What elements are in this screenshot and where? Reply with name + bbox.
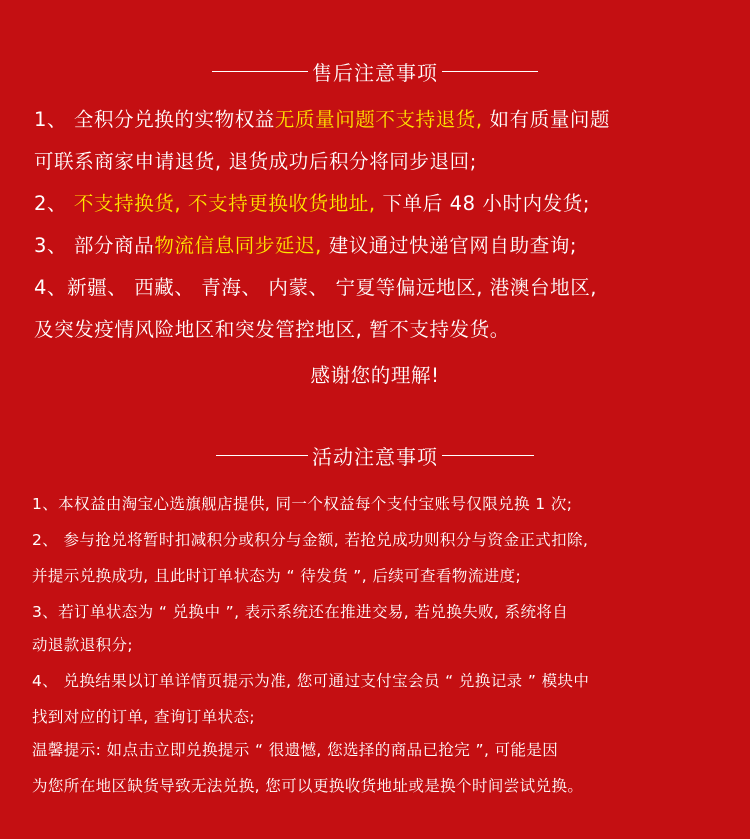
after-sales-item-1 xyxy=(34,104,610,132)
heading-rule-left xyxy=(212,71,308,72)
warm-tip-line: 为您所在地区缺货导致无法兑换, 您可以更换收货地址或是换个时间尝试兑换。 xyxy=(32,777,584,795)
after-sales-item-4-cont xyxy=(34,314,510,342)
after-sales-item-3-tail: 建议通过快递官网自助查询; xyxy=(321,234,578,257)
after-sales-item-2-highlight: 不支持换货, 不支持更换收货地址, xyxy=(73,192,376,215)
after-sales-heading xyxy=(0,57,750,86)
after-sales-item-2-tail: 下单后 48 小时内发货; xyxy=(375,192,591,215)
activity-line: 3、若订单状态为 “ 兑换中 ”, 表示系统还在推进交易, 若兑换失败, 系统将自 xyxy=(32,603,569,621)
activity-title: 活动注意事项 xyxy=(312,445,438,469)
activity-line: 2、 参与抢兑将暂时扣减积分或积分与金额, 若抢兑成功则积分与资金正式扣除, xyxy=(32,531,589,549)
activity-heading xyxy=(0,441,750,470)
after-sales-item-2 xyxy=(34,188,590,216)
heading-rule-right xyxy=(442,71,538,72)
after-sales-item-2-num: 2、 xyxy=(34,192,74,215)
activity-line: 1、本权益由淘宝心选旗舰店提供, 同一个权益每个支付宝账号仅限兑换 1 次; xyxy=(32,495,573,513)
after-sales-item-3 xyxy=(34,230,577,258)
after-sales-item-3-text: 3、 部分商品 xyxy=(34,234,155,257)
warm-tip-line: 温馨提示: 如点击立即兑换提示 “ 很遗憾, 您选择的商品已抢完 ”, 可能是因 xyxy=(32,741,559,759)
after-sales-item-3-highlight: 物流信息同步延迟, xyxy=(154,234,322,257)
after-sales-item-4 xyxy=(34,272,597,300)
after-sales-item-1-cont-text: 可联系商家申请退货, 退货成功后积分将同步退回; xyxy=(34,150,477,173)
activity-line: 4、 兑换结果以订单详情页提示为准, 您可通过支付宝会员 “ 兑换记录 ” 模块中 xyxy=(32,672,590,690)
activity-line: 动退款退积分; xyxy=(32,636,134,654)
after-sales-title: 售后注意事项 xyxy=(312,61,438,85)
heading-rule-right xyxy=(442,455,534,456)
activity-line: 找到对应的订单, 查询订单状态; xyxy=(32,708,255,726)
after-sales-item-1-highlight: 无质量问题不支持退货, xyxy=(274,108,483,131)
after-sales-item-1-cont xyxy=(34,146,477,174)
after-sales-item-4-cont-text: 及突发疫情风险地区和突发管控地区, 暂不支持发货。 xyxy=(34,318,510,341)
after-sales-item-4-text: 4、新疆、 西藏、 青海、 内蒙、 宁夏等偏远地区, 港澳台地区, xyxy=(34,276,598,299)
heading-rule-left xyxy=(216,455,308,456)
thanks-text: 感谢您的理解! xyxy=(310,364,440,387)
after-sales-item-1-tail: 如有质量问题 xyxy=(482,108,611,131)
after-sales-item-1-text: 1、 全积分兑换的实物权益 xyxy=(34,108,275,131)
activity-line: 并提示兑换成功, 且此时订单状态为 “ 待发货 ”, 后续可查看物流进度; xyxy=(32,567,522,585)
